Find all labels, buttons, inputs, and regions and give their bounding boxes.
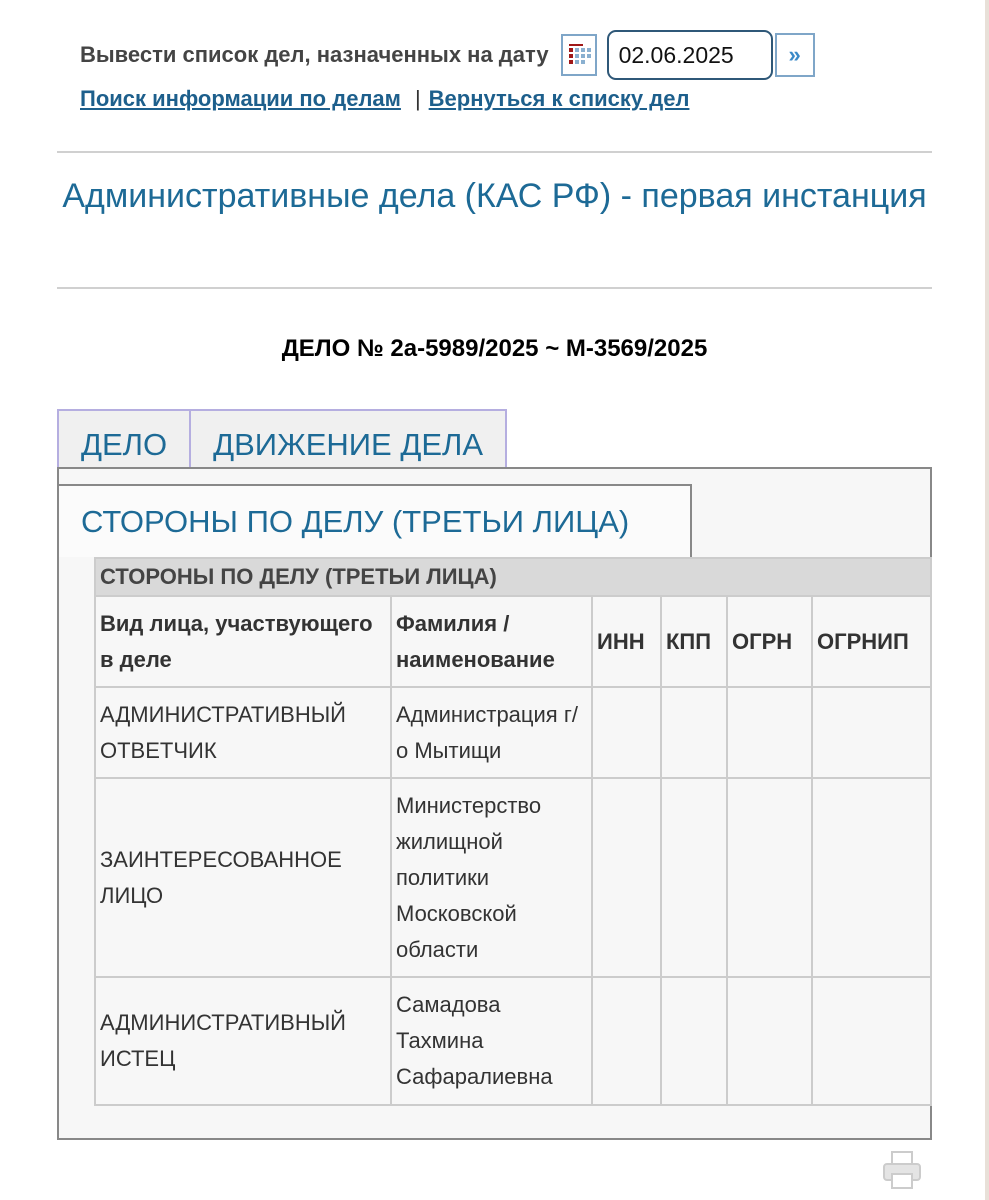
kpp-cell: [661, 977, 727, 1105]
column-header: ИНН: [592, 596, 661, 687]
calendar-icon[interactable]: [561, 34, 597, 76]
ogrn-cell: [727, 778, 812, 977]
party-name: Министерство жилищной политики Московской области: [391, 778, 592, 977]
table-row: [95, 687, 931, 778]
nav-links: [80, 86, 689, 112]
inn-cell: [592, 778, 661, 977]
column-header: Вид лица, участвующего в деле: [95, 596, 391, 687]
ogrnip-cell: [812, 687, 931, 778]
party-name: Администрация г/о Мытищи: [391, 687, 592, 778]
link-separator: |: [414, 86, 421, 111]
parties-table: [94, 557, 932, 1106]
table-caption: СТОРОНЫ ПО ДЕЛУ (ТРЕТЬИ ЛИЦА): [95, 558, 931, 596]
inn-cell: [592, 977, 661, 1105]
tab-parties[interactable]: СТОРОНЫ ПО ДЕЛУ (ТРЕТЬИ ЛИЦА): [59, 484, 692, 557]
case-number: ДЕЛО № 2а-5989/2025 ~ М-3569/2025: [281, 335, 708, 362]
ogrnip-cell: [812, 778, 931, 977]
page-title: Административные дела (КАС РФ) - первая инстанция: [62, 177, 927, 215]
kpp-cell: [661, 687, 727, 778]
divider: [57, 151, 932, 153]
column-header: ОГРН: [727, 596, 812, 687]
table-row: [95, 778, 931, 977]
party-type: АДМИНИСТРАТИВНЫЙ ИСТЕЦ: [95, 977, 391, 1105]
ogrn-cell: [727, 687, 812, 778]
party-type: ЗАИНТЕРЕСОВАННОЕ ЛИЦО: [95, 778, 391, 977]
divider: [57, 287, 932, 289]
back-to-list-link[interactable]: Вернуться к списку дел: [428, 86, 690, 111]
table-row: [95, 977, 931, 1105]
column-header: ОГРНИП: [812, 596, 931, 687]
tab-case[interactable]: ДЕЛО: [57, 409, 191, 467]
kpp-cell: [661, 778, 727, 977]
submit-arrow-button[interactable]: [775, 33, 815, 77]
tab-panel: [57, 467, 932, 1140]
print-icon[interactable]: [882, 1150, 922, 1195]
ogrn-cell: [727, 977, 812, 1105]
party-name: Самадова Тахмина Сафаралиевна: [391, 977, 592, 1105]
tab-bar: [57, 409, 507, 467]
tab-case-movement[interactable]: ДВИЖЕНИЕ ДЕЛА: [189, 409, 507, 467]
date-filter: [80, 30, 815, 80]
page-edge: [985, 0, 989, 1200]
ogrnip-cell: [812, 977, 931, 1105]
date-input[interactable]: 02.06.2025: [607, 30, 773, 80]
party-type: АДМИНИСТРАТИВНЫЙ ОТВЕТЧИК: [95, 687, 391, 778]
double-chevron-right-icon: »: [788, 42, 801, 67]
inn-cell: [592, 687, 661, 778]
column-header: КПП: [661, 596, 727, 687]
search-cases-link[interactable]: Поиск информации по делам: [80, 86, 401, 111]
date-label: Вывести список дел, назначенных на дату: [80, 42, 549, 67]
column-header: Фамилия / наименование: [391, 596, 592, 687]
